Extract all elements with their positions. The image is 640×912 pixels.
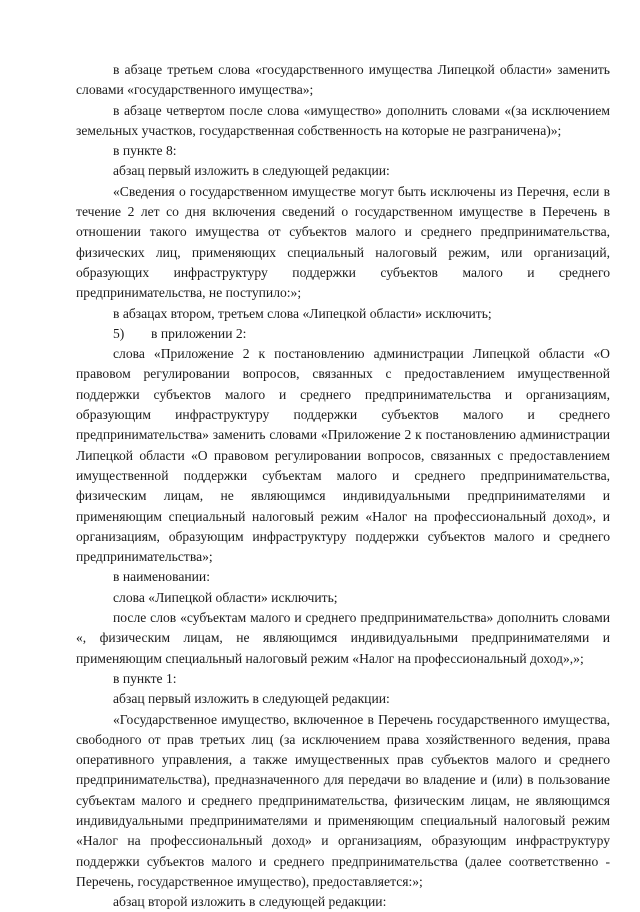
paragraph: в абзацах втором, третьем слова «Липецкой области» исключить; xyxy=(113,305,492,321)
numbered-list-item xyxy=(76,324,610,344)
list-item-text: в приложении 2: xyxy=(151,325,247,341)
paragraph: абзац первый изложить в следующей редакции: xyxy=(113,163,390,179)
paragraph: «Государственное имущество, включенное в Перечень государственного имущества, свободного от прав третьих лиц (за исключением права хозяйственного ведения, права оперативного управления, а также имущественных прав субъектов малого и среднего предпринимательства), предназначенного для передачи во владение и (или) в пользование субъектам малого и среднего предпринимательства, физическим лицам, не являющимся индивидуальными предпринимателями и применяющим специальный налоговый режим «Налог на профессиональный доход» и организациям, образующим инфраструктуру поддержки субъектов малого и среднего предпринимательства (далее соответственно - Перечень, государственное имущество), предоставляется:»; xyxy=(76,711,610,889)
paragraph: в абзаце четвертом после слова «имущество» дополнить словами «(за исключением земельных участков, государственная собственность на которые не разграничена)»; xyxy=(76,102,610,138)
paragraph: «Сведения о государственном имуществе могут быть исключены из Перечня, если в течение 2 лет со дня включения сведений о государственном имуществе в Перечень в отношении такого имущества от субъектов малого и среднего предпринимательства, физических лиц, применяющих специальный налоговый режим, или организаций, образующих инфраструктуру поддержки субъектов малого и среднего предпринимательства, не поступило:»; xyxy=(76,183,610,301)
list-item-number: 5) xyxy=(113,325,125,341)
paragraph: после слов «субъектам малого и среднего предпринимательства» дополнить словами «, физическим лицам, не являющимся индивидуальными предпринимателями и применяющим специальный налоговый режим «Налог на профессиональный доход»,»; xyxy=(76,610,610,666)
paragraph: в пункте 1: xyxy=(113,670,177,686)
paragraph: абзац второй изложить в следующей редакции: xyxy=(113,894,387,910)
paragraph: в пункте 8: xyxy=(113,143,177,159)
document-page xyxy=(76,60,610,912)
paragraph: в абзаце третьем слова «государственного имущества Липецкой области» заменить словами «государственного имущества»; xyxy=(76,62,610,98)
paragraph: слова «Приложение 2 к постановлению администрации Липецкой области «О правовом регулировании вопросов, связанных с предоставлением имущественной поддержки субъектов малого и среднего предпринимательства и организациям, образующим инфраструктуру поддержки субъектов малого и среднего предпринимательства» заменить словами «Приложение 2 к постановлению администрации Липецкой области «О правовом регулировании вопросов, связанных с предоставлением имущественной поддержки субъектам малого и среднего предпринимательства, физическим лицам, не являющимся индивидуальными предпринимателями и применяющим специальный налоговый режим «Налог на профессиональный доход», и организациям, образующим инфраструктуру поддержки субъектов малого и среднего предпринимательства»; xyxy=(76,346,610,565)
paragraph: абзац первый изложить в следующей редакции: xyxy=(113,691,390,707)
paragraph: в наименовании: xyxy=(113,569,210,585)
paragraph: слова «Липецкой области» исключить; xyxy=(113,589,338,605)
